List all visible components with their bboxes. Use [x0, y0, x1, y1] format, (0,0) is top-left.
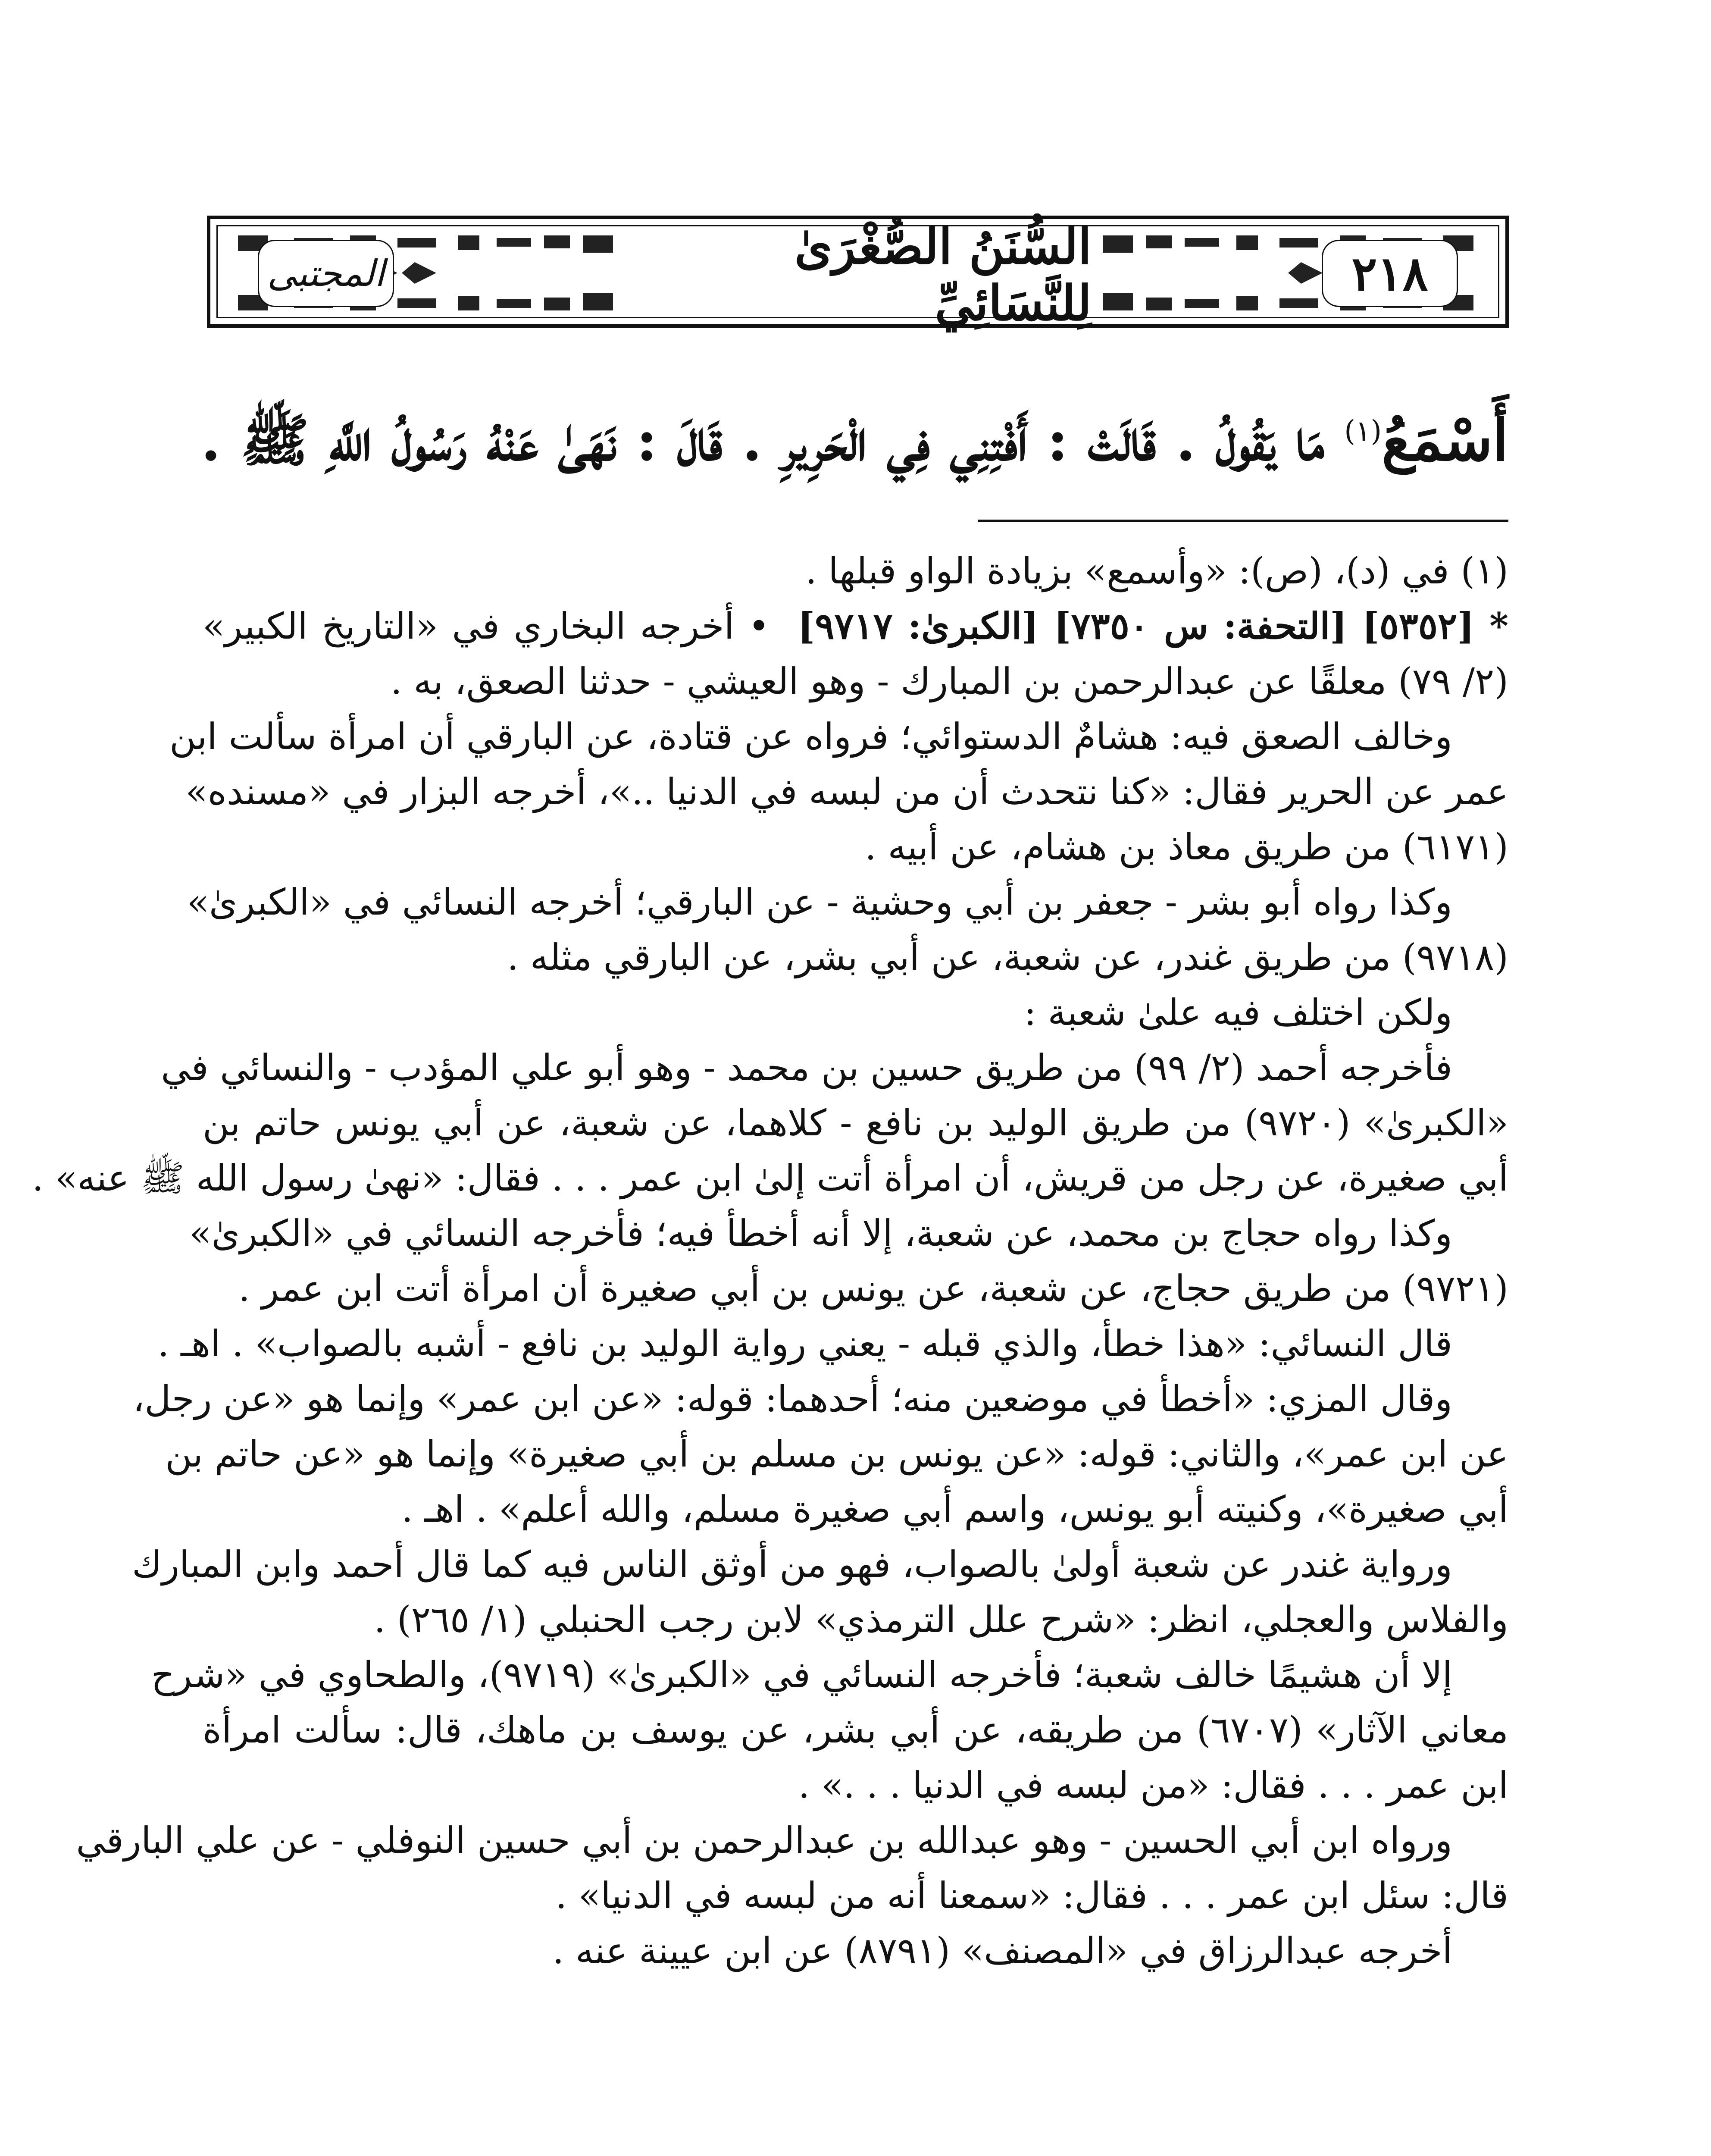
footnote-line: (١) في (د)، (ص): «وأسمع» بزيادة الواو قبلها .	[805, 550, 1508, 592]
note-line: والفلاس والعجلي، انظر: «شرح علل الترمذي» لابن رجب الحنبلي (١/ ٢٦٥) .	[374, 1598, 1508, 1641]
note-line: قال النسائي: «هذا خطأ، والذي قبله - يعني رواية الوليد بن نافع - أشبه بالصواب» . اهـ .	[157, 1322, 1452, 1365]
note-line: أبي صغيرة، عن رجل من قريش، أن امرأة أتت إلىٰ ابن عمر . . . فقال: «نهىٰ رسول الله ﷺ عنه» .	[32, 1157, 1508, 1199]
note-line: (٩٧٢١) من طريق حجاج، عن شعبة، عن يونس بن أبي صغيرة أن امرأة أتت ابن عمر .	[238, 1267, 1508, 1310]
note-line: ابن عمر . . . فقال: «من لبسه في الدنيا . . .» .	[798, 1764, 1508, 1806]
note-line: (٦١٧١) من طريق معاذ بن هشام، عن أبيه .	[865, 826, 1508, 868]
note-line: (٩٧١٨) من طريق غندر، عن شعبة، عن أبي بشر، عن البارقي مثله .	[507, 936, 1508, 978]
footnote-separator	[978, 520, 1508, 522]
page-number: ٢١٨	[1351, 245, 1428, 301]
note-line: أبي صغيرة»، وكنيته أبو يونس، واسم أبي صغيرة مسلم، والله أعلم» . اهـ .	[401, 1488, 1508, 1530]
note-line: ورواه ابن أبي الحسين - وهو عبدالله بن عبدالرحمن بن أبي حسين النوفلي - عن علي البارقي	[76, 1819, 1452, 1861]
series-label-box	[258, 240, 394, 307]
note-line: عمر عن الحرير فقال: «كنا نتحدث أن من لبسه في الدنيا ..»، أخرجه البزار في «مسنده»	[185, 771, 1508, 813]
page-header	[207, 216, 1509, 332]
takhrij-reference: * [٥٣٥٢] [التحفة: س ٧٣٥٠] [الكبرىٰ: ٩٧١٧]	[798, 605, 1509, 647]
note-line: وكذا رواه أبو بشر - جعفر بن أبي وحشية - عن البارقي؛ أخرجه النسائي في «الكبرىٰ»	[187, 881, 1452, 923]
note-line: ورواية غندر عن شعبة أولىٰ بالصواب، فهو من أوثق الناس فيه كما قال أحمد وابن المبارك	[132, 1543, 1452, 1586]
note-line: قال: سئل ابن عمر . . . فقال: «سمعنا أنه من لبسه في الدنيا» .	[555, 1874, 1508, 1917]
note-line: أخرجه عبدالرزاق في «المصنف» (٨٧٩١) عن ابن عيينة عنه .	[552, 1930, 1452, 1972]
hadith-text-rest: مَا يَقُولُ . قَالَتْ : أَفْتِنِي فِي الْحَرِيرِ . قَالَ : نَهَىٰ عَنْهُ رَسُولُ اللَّهِ ﷺ .	[201, 407, 1345, 474]
hadith-text-start: أَسْمَعُ	[1382, 407, 1508, 474]
note-line: ولكن اختلف فيه علىٰ شعبة :	[1024, 991, 1452, 1034]
page-number-box	[1322, 240, 1458, 307]
note-line: «الكبرىٰ» (٩٧٢٠) من طريق الوليد بن نافع - كلاهما، عن شعبة، عن أبي يونس حاتم بن	[203, 1102, 1508, 1144]
note-line: عن ابن عمر»، والثاني: قوله: «عن يونس بن مسلم بن أبي صغيرة» وإنما هو «عن حاتم بن	[165, 1433, 1508, 1475]
note-line: إلا أن هشيمًا خالف شعبة؛ فأخرجه النسائي في «الكبرىٰ» (٩٧١٩)، والطحاوي في «شرح	[151, 1654, 1452, 1696]
note-line: وقال المزي: «أخطأ في موضعين منه؛ أحدهما: قوله: «عن ابن عمر» وإنما هو «عن رجل،	[133, 1378, 1452, 1420]
series-label: المجتبى	[267, 252, 385, 295]
footnote-marker: (١)	[1344, 414, 1382, 448]
takhrij-heading	[203, 599, 1508, 654]
hadith-text	[203, 388, 1508, 484]
note-line: (٢/ ٧٩) معلقًا عن عبدالرحمن بن المبارك - وهو العيشي - حدثنا الصعق، به .	[390, 660, 1508, 702]
note-line: وخالف الصعق فيه: هشامٌ الدستوائي؛ فرواه عن قتادة، عن البارقي أن امرأة سألت ابن	[169, 715, 1452, 758]
note-line: معاني الآثار» (٦٧٠٧) من طريقه، عن أبي بشر، عن يوسف بن ماهك، قال: سألت امرأة	[203, 1709, 1508, 1751]
note-line: وكذا رواه حجاج بن محمد، عن شعبة، إلا أنه أخطأ فيه؛ فأخرجه النسائي في «الكبرىٰ»	[189, 1212, 1452, 1254]
takhrij-text: • أخرجه البخاري في «التاريخ الكبير»	[203, 605, 770, 647]
notes-section	[32, 543, 1509, 1978]
note-line: فأخرجه أحمد (٢/ ٩٩) من طريق حسين بن محمد - وهو أبو علي المؤدب - والنسائي في	[161, 1047, 1452, 1089]
book-title: السُّنَنُ الصُّغْرَىٰ لِلنَّسَائِيِّ	[794, 219, 1092, 332]
